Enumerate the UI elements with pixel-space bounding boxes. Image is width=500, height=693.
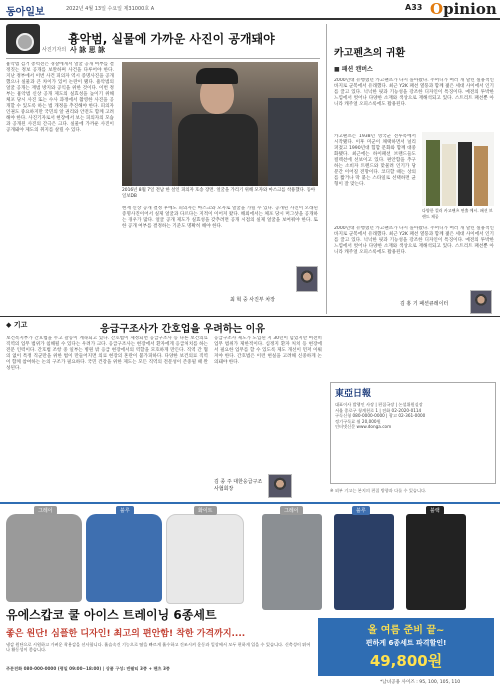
column3-tag: ◆ 기고 (6, 321, 28, 329)
color-label: 그레이 (280, 506, 303, 515)
product-gray-pants (262, 514, 322, 610)
column-divider (326, 24, 327, 314)
author-portrait (296, 266, 318, 292)
promo-line-2: 편하게 6종세트 파격할인! (365, 639, 447, 647)
color-label: 그레이 (34, 506, 57, 515)
product-blue-pants (334, 514, 394, 610)
product-blue-shirt (86, 514, 162, 602)
ad-headline: 유에스캅코 쿨 아이스 트레이닝 6종세트 (6, 608, 217, 622)
contribution-note: ※ 외부 기고는 본지의 편집 방향과 다를 수 있습니다. (330, 488, 427, 493)
pants-khaki (426, 140, 440, 206)
column1-body-continued: 현재 신상 공개 결정 후에도 피의자는 마스크와 모자로 얼굴을 가릴 수 있다. 공개된 사진이 오래된 증명사진이어서 실제 얼굴과 다르다는 지적이 이어져 왔다. 해외에서는 체포 당시 머그샷을 공개하는 경우가 많다. 얼굴 공개 제도가 실효성을 갖추려면 공개 시점의 실제 얼굴을 보여줘야 한다. 또한 공개 여부를 결정하는 기준도 명확히 해야 한다. (122, 206, 318, 229)
pants-black (458, 142, 472, 206)
pants-beige (442, 144, 456, 206)
color-label: 화이트 (194, 506, 217, 515)
column1-byline-name: 사 詠 思 詠 (70, 46, 106, 54)
column1-photo-caption: 2016년 8월 7일 전남 한 살인 피의자 호송 장면. 얼굴을 가리기 위해 모자와 마스크를 착용했다. 동아일보DB (122, 188, 316, 199)
camera-icon (6, 24, 40, 54)
column2-body-more: 2000년대 유행했던 카고팬츠가 다시 돌아왔다. 주머니가 여러 개 달린 실용적인 바지로 군복에서 유래했다. 최근 Y2K 패션 열풍과 함께 젊은 세대 사이에서 인기를 끌고 있다. 넉넉한 핏과 기능성을 강조한 디자인이 특징이다. 예전의 투박한 느낌에서 벗어나 다양한 소재와 색상으로 재해석되고 있다. 스트리트 패션뿐 아니라 캐주얼 오피스룩에도 활용된다. (334, 226, 494, 255)
column2-author: 김 홍 기 패션큐레이터 (400, 301, 449, 307)
newspaper-logo: 동아일보 (6, 7, 45, 18)
column1-photo (122, 62, 318, 186)
ad-left-title: 좋은 원단! 심플한 디자인! 최고의 편안함! 착한 가격까지.... (6, 629, 246, 639)
ad-price-box (318, 618, 494, 676)
ad-order-info: 주문전화 080-000-0000 (평일 09:00~18:00) | 상품 구성: 반팔티 3종 + 팬츠 3종 (6, 666, 170, 671)
page-number: A33 (405, 3, 423, 12)
column3-author: 김 종 주 대한응급구조사협회장 (214, 479, 263, 492)
promo-line-1: 올 여름 준비 끝~ (367, 625, 445, 636)
product-white-shirt (166, 514, 244, 604)
publisher-line: 대표이사 발행인 사장 | 편집국장 | 논설위원실장 (335, 402, 423, 407)
section-divider (0, 316, 500, 317)
divider (6, 58, 320, 59)
cargo-pants-illustration (422, 132, 494, 206)
column1-title: 흉악범, 실물에 가까운 사진이 공개돼야 (68, 32, 275, 46)
product-black-pants (406, 514, 466, 610)
author-portrait (268, 474, 292, 498)
dateline: 2022년 4월 13일 수요일 제31000호 A (66, 6, 155, 12)
column2-title: 카고펜츠의 귀환 (334, 48, 406, 59)
column3-body: 보건복지부가 간호법을 두고 갈등이 계속되고 있다. 간호법이 제정되면 응급구조사 등 다른 보건의료 직역의 업무 범위가 침해될 수 있다는 우려가 크다. 응급구조사는 현장에서 환자에게 응급처치를 하는 전문 인력이다. 간호법 조항 중 일부는 병원 밖 응급 현장에서의 역할을 모호하게 만든다. 직역 간 협의 없이 특정 직군만을 위한 법이 만들어지면 의료 현장의 혼란이 불가피하다. 다양한 보건의료 직역이 함께 참여하는 논의 구조가 필요하다. 국민 건강을 위한 제도는 모든 직역의 전문성이 존중될 때 완성된다. (6, 336, 208, 371)
color-label: 블랙 (426, 506, 444, 515)
color-label: 블루 (116, 506, 134, 515)
column3-body-continued: 응급구조사 제도가 도입된 지 30년이 넘었지만 여전히 업무 범위가 제한적이다. 심정지 환자 처치 등 현장에서 필요한 업무를 할 수 있도록 제도 개선이 먼저 이뤄져야 한다. 간호법은 이런 현실을 고려해 신중하게 논의돼야 한다. (214, 336, 322, 365)
column2-photo-caption: 다양한 컬러 카고팬츠 연출 예시. 패션 브랜드 제공 (422, 208, 493, 219)
section-title (430, 0, 497, 18)
publisher-name: 東亞日報 (335, 389, 372, 399)
column1-body: 흉악범 검거 총력전은 경찰에게서 얼굴 공개 여부를 결정짓는 정보 공개를 보완하며 사건을 다루어야 한다. 지난 정부에서 이번 사건 피의자 역시 증명사진을 공개했으나 실물과 큰 차이가 있어 논란이 됐다. 흉악범의 얼굴 공개는 재범 방지와 공익을 위한 것이다. 이번 정부는 흉악범 신상 공개 제도의 실효성을 높이기 위해 체포 당시 사진 또는 수사 과정에서 촬영한 사진을 공개할 수 있도록 하는 법 개정을 추진해야 한다. 피의자 인권도 중요하지만 국민의 알 권리와 안전도 함께 고려해야 한다. 사진기자로서 현장에서 보는 피의자의 모습과 공개된 사진의 간극은 크다. 실물에 가까운 사진이 공개돼야 제도의 취지를 살릴 수 있다. (6, 62, 114, 133)
column2-subtitle: ■ 패션 캔버스 (334, 66, 373, 73)
ad-price: 49,800원 (369, 652, 443, 670)
section-title-rest: pinion (443, 0, 497, 18)
publisher-line: 인터넷신문 www.donga.com (335, 424, 392, 430)
section-title-initial: O (430, 0, 444, 18)
publisher-line: 정기구독료 월 20,000원 (335, 418, 381, 424)
column1-byline-prefix: 사진기자의 (42, 47, 67, 53)
publisher-line: 서울 종로구 청계천로 1 | 전화 02-2020-0114 (335, 407, 422, 413)
color-label: 블루 (352, 506, 370, 515)
publisher-line: 구독신청 080-0000-0000 | 광고 02-361-0000 (335, 413, 426, 419)
ad-description: 냉감 원단으로 시원하고 가벼운 착용감을 선사합니다. 흡습속건 기능으로 땀을 빠르게 흡수하고 건조시켜 운동과 일상에서 모두 편하게 입을 수 있습니다. 신축성이 뛰어나 활동성이 좋습니다. (6, 642, 311, 653)
column2-body: 2000년대 유행했던 카고팬츠가 다시 돌아왔다. 주머니가 여러 개 달린 실용적인 바지로 군복에서 유래했다. 최근 Y2K 패션 열풍과 함께 젊은 세대 사이에서 인기를 끌고 있다. 넉넉한 핏과 기능성을 강조한 디자인이 특징이다. 예전의 투박한 느낌에서 벗어나 다양한 소재와 색상으로 재해석되고 있다. 스트리트 패션뿐 아니라 캐주얼 오피스룩에도 활용된다. (334, 78, 494, 107)
publisher-info-box (330, 382, 496, 484)
product-gray-shirt (6, 514, 82, 602)
column3-title: 응급구조사가 간호업을 우려하는 이유 (100, 324, 266, 335)
pants-brown (474, 146, 488, 206)
author-portrait (470, 290, 492, 314)
column1-author: 최 혁 중 사진부 차장 (230, 297, 275, 303)
column2-body-continued: 카고팬츠는 1938년 영국군 전투복에서 시작됐다. 이후 미군이 채택하면서 널리 퍼졌고 1990년대 힙합 문화와 함께 대중화됐다. 최근에는 하이패션 브랜드들도 컬렉션에 선보이고 있다. 편안함을 추구하는 소비자 트렌드와 맞물려 인기가 당분간 이어질 전망이다. 코디할 때는 상의를 짧거나 딱 붙는 스타일로 선택하면 균형이 잘 맞는다. (334, 134, 416, 187)
ad-sizes: *남녀공용 사이즈 : 95, 100, 105, 110 (380, 680, 461, 685)
